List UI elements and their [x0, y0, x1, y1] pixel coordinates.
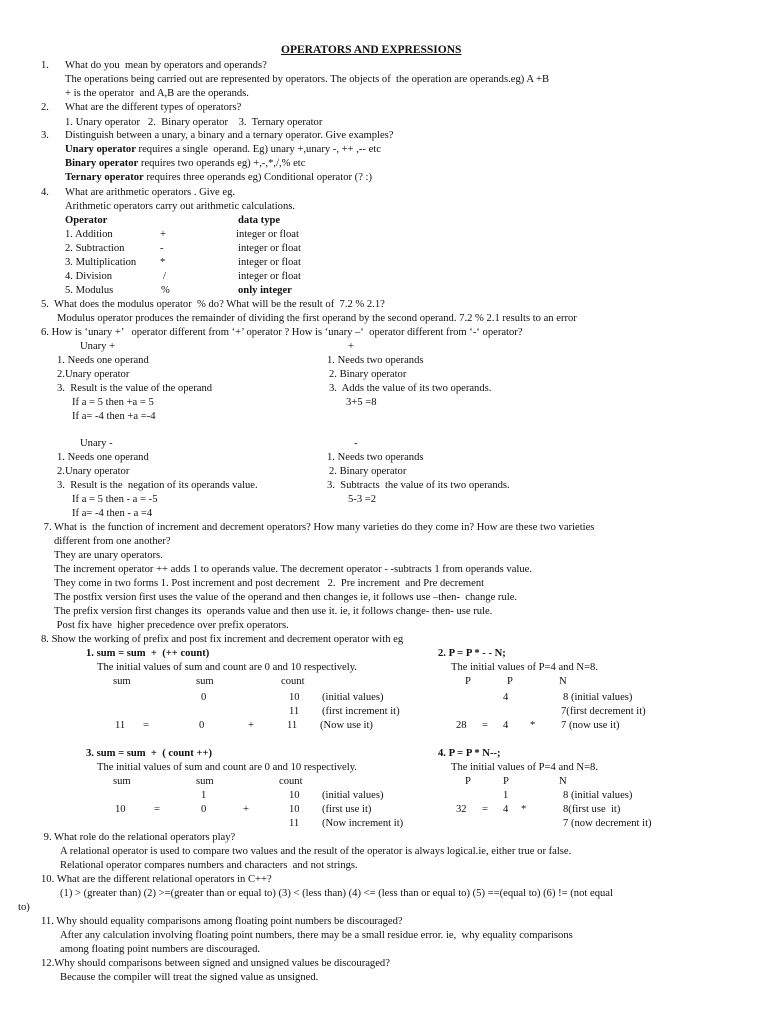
example1-value: 0 [201, 692, 207, 703]
ternary-operator-desc: requires three operands eg) Conditional operator (? :) [143, 172, 373, 183]
operator-row-symbol: + [160, 229, 166, 240]
example4-initial: The initial values of P=4 and N=8. [451, 762, 598, 773]
operator-row-name: 1. Addition [65, 229, 113, 240]
example3-value: 10 [289, 804, 300, 815]
binary-plus-point: 2. Binary operator [329, 369, 407, 380]
binary-minus-point: 3. Subtracts the value of its two operands. [327, 480, 510, 491]
example2-value: 4 [503, 720, 509, 731]
q3-ternary-line [65, 171, 372, 185]
q6-question: 6. How is ‘unary +’ operator different from ‘+’ operator ? How is ‘unary –‘ operator different from ‘-‘ operator? [41, 327, 523, 338]
q7-question-line1: 7. What is the function of increment and decrement operators? How many varieties do they come in? How are these two varieties [41, 522, 595, 533]
unary-operator-term: Unary operator [65, 144, 136, 155]
example3-header: count [279, 776, 303, 787]
q7-answer-line: The postfix version first uses the value of the operand and then changes ie, it follows use –then- change rule. [54, 592, 518, 603]
example3-operator: + [243, 804, 249, 815]
example1-note: (initial values) [322, 692, 384, 703]
example1-value: 0 [199, 720, 205, 731]
operator-row-name: 3. Multiplication [65, 257, 137, 268]
example3-value: 10 [289, 790, 300, 801]
example3-note: (Now increment it) [322, 818, 404, 829]
example4-value: 1 [503, 790, 509, 801]
example4-value: 4 [503, 804, 509, 815]
operator-row-type: integer or float [238, 257, 301, 268]
example4-value: 8(first use it) [563, 804, 621, 815]
q7-answer-line: Post fix have higher precedence over prefix operators. [54, 620, 289, 631]
example3-title: 3. sum = sum + ( count ++) [86, 748, 212, 759]
example1-value: 11 [289, 706, 300, 717]
unary-plus-example: If a = 5 then +a = 5 [72, 397, 154, 408]
example2-operator: * [530, 720, 536, 731]
q9-answer-line2: Relational operator compares numbers and characters and not strings. [60, 860, 358, 871]
example3-value: 1 [201, 790, 207, 801]
q3-number: 3. [41, 130, 49, 141]
operator-row-type: integer or float [238, 271, 301, 282]
unary-minus-point: 2.Unary operator [57, 466, 130, 477]
binary-plus-point: 3. Adds the value of its two operands. [329, 383, 492, 394]
unary-plus-example: If a= -4 then +a =-4 [72, 411, 156, 422]
example2-value: 4 [503, 692, 509, 703]
example4-title: 4. P = P * N--; [438, 748, 501, 759]
example2-value: 28 [456, 720, 467, 731]
example2-header: P [507, 676, 513, 687]
q2-question: What are the different types of operators? [65, 102, 242, 113]
example1-note: (Now use it) [320, 720, 373, 731]
operator-row-name: 5. Modulus [65, 285, 114, 296]
binary-operator-term: Binary operator [65, 158, 139, 169]
operator-row-type: integer or float [236, 229, 299, 240]
operator-row-name: 4. Division [65, 271, 113, 282]
example3-value: 10 [115, 804, 126, 815]
unary-plus-heading: Unary + [80, 341, 116, 352]
unary-minus-heading: Unary - [80, 438, 113, 449]
q1-answer-line1: The operations being carried out are represented by operators. The objects of the operation are operands.eg) A +B [65, 74, 550, 85]
example4-operator: = [482, 804, 488, 815]
q7-answer-line: The increment operator ++ adds 1 to operands value. The decrement operator - -subtracts 1 from operands value. [54, 564, 532, 575]
example1-value: 10 [289, 692, 300, 703]
example4-value: 32 [456, 804, 467, 815]
example2-title: 2. P = P * - - N; [438, 648, 506, 659]
example4-value: 8 (initial values) [563, 790, 633, 801]
q1-question: What do you mean by operators and operands? [65, 60, 267, 71]
example2-header: N [559, 676, 567, 687]
example2-value: 8 (initial values) [563, 692, 633, 703]
example4-header: P [503, 776, 509, 787]
q10-answer-line2: to) [18, 902, 30, 913]
binary-plus-heading: + [348, 341, 354, 352]
q9-question: 9. What role do the relational operators play? [41, 832, 236, 843]
q3-binary-line [65, 157, 305, 171]
example2-header: P [465, 676, 471, 687]
operator-row-type: integer or float [238, 243, 301, 254]
unary-minus-example: If a= -4 then - a =4 [72, 508, 153, 519]
q9-answer-line1: A relational operator is used to compare two values and the result of the operator is always logical.ie, either true or false. [60, 846, 572, 857]
unary-minus-point: 3. Result is the negation of its operands value. [57, 480, 258, 491]
example3-header: sum [196, 776, 214, 787]
operator-row-name: 2. Subtraction [65, 243, 125, 254]
example2-value: 7(first decrement it) [561, 706, 646, 717]
page-title: OPERATORS AND EXPRESSIONS [281, 44, 462, 56]
example2-initial: The initial values of P=4 and N=8. [451, 662, 598, 673]
q2-answer: 1. Unary operator 2. Binary operator 3. Ternary operator [65, 117, 323, 128]
binary-plus-example: 3+5 =8 [346, 397, 377, 408]
example3-initial: The initial values of sum and count are 0 and 10 respectively. [97, 762, 357, 773]
example1-value: 11 [287, 720, 298, 731]
q12-answer: Because the compiler will treat the signed value as unsigned. [60, 972, 319, 983]
q12-question: 12.Why should comparisons between signed and unsigned values be discouraged? [41, 958, 390, 969]
q7-question-line2: different from one another? [54, 536, 171, 547]
q8-question: 8. Show the working of prefix and post fix increment and decrement operator with eg [41, 634, 404, 645]
example3-note: (first use it) [322, 804, 372, 815]
example3-operator: = [154, 804, 160, 815]
binary-minus-example: 5-3 =2 [348, 494, 377, 505]
example2-operator: = [482, 720, 488, 731]
q11-answer-line2: among floating point numbers are discouraged. [60, 944, 261, 955]
operator-row-symbol: % [161, 285, 170, 296]
example3-note: (initial values) [322, 790, 384, 801]
q7-answer-line: They come in two forms 1. Post increment and post decrement 2. Pre increment and Pre decrement [54, 578, 485, 589]
q10-question: 10. What are the different relational operators in C++? [41, 874, 272, 885]
unary-plus-point: 3. Result is the value of the operand [57, 383, 213, 394]
binary-plus-point: 1. Needs two operands [327, 355, 424, 366]
q7-answer-line: They are unary operators. [54, 550, 163, 561]
q3-question: Distinguish between a unary, a binary and a ternary operator. Give examples? [65, 130, 394, 141]
example4-header: P [465, 776, 471, 787]
q4-question: What are arithmetic operators . Give eg. [65, 187, 236, 198]
operator-row-type: only integer [238, 285, 292, 296]
example1-header: sum [196, 676, 214, 687]
q1-answer-line2: + is the operator and A,B are the operands. [65, 88, 249, 99]
q1-number: 1. [41, 60, 49, 71]
example1-title: 1. sum = sum + (++ count) [86, 648, 210, 659]
q10-answer-line1: (1) > (greater than) (2) >=(greater than or equal to) (3) < (less than) (4) <= (less than or equal to) (5) ==(equal to) (6) != (not equal [60, 888, 613, 899]
example1-initial: The initial values of sum and count are 0 and 10 respectively. [97, 662, 357, 673]
q4-intro: Arithmetic operators carry out arithmetic calculations. [65, 201, 296, 212]
example3-value: 0 [201, 804, 207, 815]
example3-value: 11 [289, 818, 300, 829]
ternary-operator-term: Ternary operator [65, 172, 144, 183]
unary-minus-example: If a = 5 then - a = -5 [72, 494, 158, 505]
example1-operator: + [248, 720, 254, 731]
binary-minus-point: 2. Binary operator [329, 466, 407, 477]
q5-question: 5. What does the modulus operator % do? What will be the result of 7.2 % 2.1? [41, 299, 385, 310]
operator-table-header-operator: Operator [65, 215, 108, 226]
q4-number: 4. [41, 187, 49, 198]
binary-minus-point: 1. Needs two operands [327, 452, 424, 463]
example1-header: count [281, 676, 305, 687]
q11-answer-line1: After any calculation involving floating point numbers, there may be a small residue error. ie, why equality comparisons [60, 930, 573, 941]
example3-header: sum [113, 776, 131, 787]
example4-operator: * [521, 804, 527, 815]
unary-plus-point: 2.Unary operator [57, 369, 130, 380]
example4-header: N [559, 776, 567, 787]
example1-note: (first increment it) [322, 706, 400, 717]
example1-operator: = [143, 720, 149, 731]
operator-table-header-type: data type [238, 215, 281, 226]
unary-operator-desc: requires a single operand. Eg) unary +,unary -, ++ ,-- etc [135, 144, 381, 155]
operator-row-symbol: * [160, 257, 166, 268]
q2-number: 2. [41, 102, 49, 113]
example1-value: 11 [115, 720, 126, 731]
binary-operator-desc: requires two operands eg) +,-,*,/,% etc [138, 158, 306, 169]
q7-answer-line: The prefix version first changes its operands value and then use it. ie, it follows change- then- use rule. [54, 606, 493, 617]
q5-answer: Modulus operator produces the remainder of dividing the first operand by the second operand. 7.2 % 2.1 results to an error [57, 313, 577, 324]
unary-minus-point: 1. Needs one operand [57, 452, 149, 463]
operator-row-symbol: - [160, 243, 164, 254]
binary-minus-heading: - [354, 438, 358, 449]
example2-value: 7 (now use it) [561, 720, 620, 731]
q11-question: 11. Why should equality comparisons among floating point numbers be discouraged? [41, 916, 403, 927]
unary-plus-point: 1. Needs one operand [57, 355, 149, 366]
operator-row-symbol: / [163, 271, 166, 282]
example4-value: 7 (now decrement it) [563, 818, 652, 829]
example1-header: sum [113, 676, 131, 687]
q3-unary-line [65, 143, 381, 157]
